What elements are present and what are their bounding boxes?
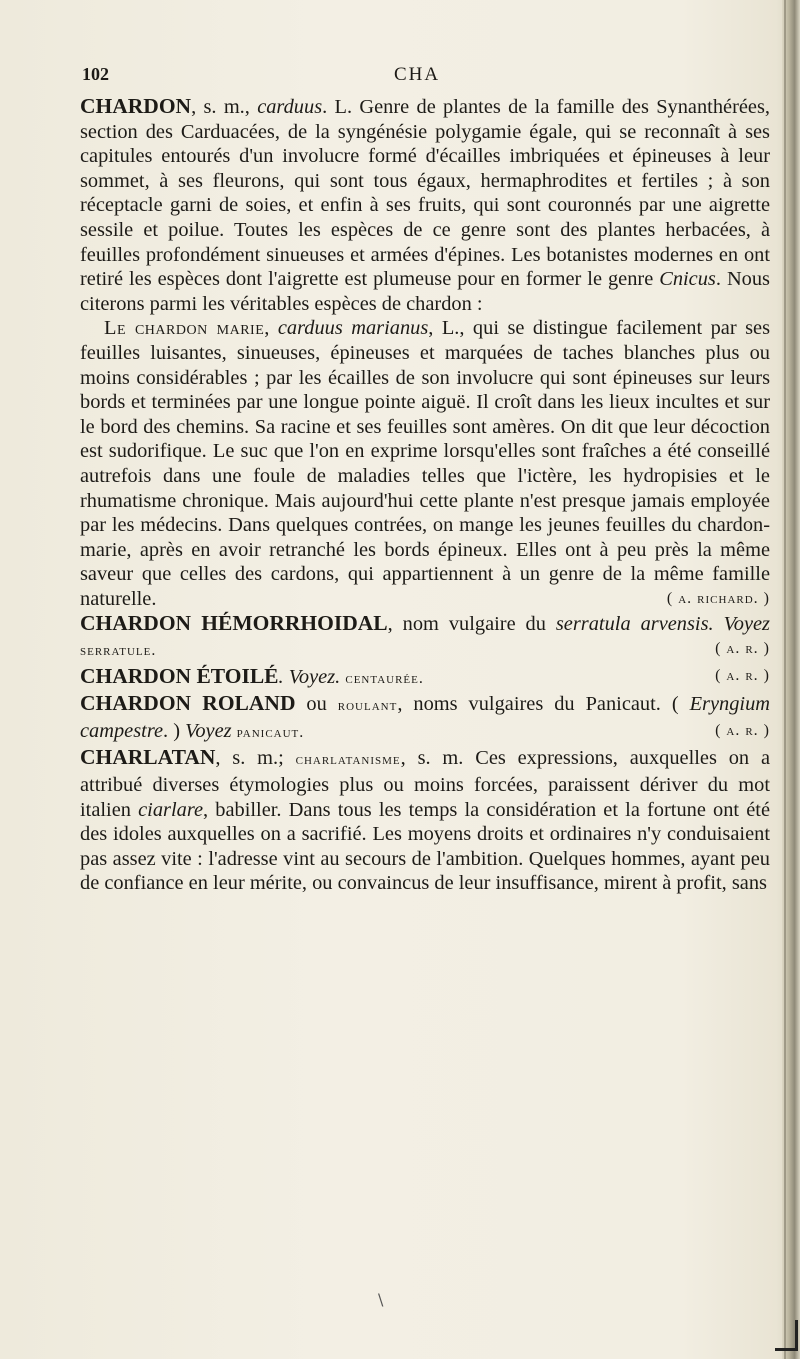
cross-reference: centaurée. (345, 669, 424, 687)
cross-reference: charlatanisme (295, 751, 401, 769)
author-citation: ( a. r. ) (715, 640, 770, 658)
subentry-lead: Le chardon marie (104, 317, 265, 340)
headword: CHARDON HÉMORRHOIDAL (80, 611, 388, 636)
entry-chardon: CHARDON, s. m., carduus. L. Genre de plantes de la famille des Synanthérées, section des Carduacées, de la syngénésie polygamie égale, qui se reconnaît à ses capitules entourés d'un involucre formé d'écailles imbriquées et épineuses à leur sommet, à ses fleurons, qui sont tous égaux, hermaphrodites et fertiles ; à son réceptacle garni de soies, et enfin à ses fruits, qui sont couronnés par une aigrette sessile et poilue. Toutes les espèces de ce genre sont des plantes herbacées, à feuilles profondément sinueuses et armées d'épines. Les botanistes modernes en ont retiré les espèces dont l'aigrette est plumeuse pour en former le genre Cnicus. Nous citerons parmi les véritables espèces de chardon : (80, 94, 771, 315)
corner-bracket-mark (775, 1320, 798, 1351)
latin-name: carduus (257, 96, 323, 118)
latin-name: Eryngium campestre (80, 693, 770, 742)
entry-hemorrhoidal: CHARDON HÉMORRHOIDAL, nom vulgaire du serratula arvensis. Voyez serratule. ( a. r. ) (80, 611, 770, 663)
entry-charlatan: CHARLATAN, s. m.; charlatanisme, s. m. Ces expressions, auxquelles on a attribué diverses étymologies plus ou moins forcées, paraissent dériver du mot italien ciarlare, babiller. Dans tous les temps la considération et la fortune ont été des idoles auxquelles on a sacrifié. Les moyens droits et ordinaires n'y conduisaient pas assez vite : l'adresse vint au secours de l'ambition. Quelques hommes, ayant peu de confiance en leur mérite, ou convaincus de leur insuffisance, mirent à profit, sans (80, 745, 770, 895)
cross-reference: serratule. (80, 642, 157, 660)
page-header (82, 64, 702, 94)
entry-etoile: CHARDON ÉTOILÉ. Voyez. centaurée. ( a. r. ) (80, 663, 770, 688)
headword: CHARDON (80, 94, 192, 118)
cross-reference: panicaut. (236, 723, 305, 741)
italian-word: ciarlare (138, 798, 204, 821)
running-head: CHA (394, 64, 441, 85)
author-citation: ( a. r. ) (715, 666, 770, 684)
headword: CHARDON ROLAND (80, 691, 296, 716)
cross-reference: roulant (337, 697, 398, 715)
author-citation: ( a. richard. ) (666, 589, 770, 607)
latin-name: serratula arvensis (555, 613, 709, 636)
headword: CHARDON ÉTOILÉ (80, 663, 279, 688)
stray-ink-mark: \ (378, 1290, 384, 1309)
entry-chardon-marie: Le chardon marie, carduus marianus, L., qui se distingue facilement par ses feuilles luisantes, sinueuses, épineuses et marquées de taches blanches plus ou moins considérables ; par les écailles de son involucre qui sont épineuses sur leurs bords et terminées par une longue pointe aiguë. Il croît dans les lieux incultes et sur le bord des chemins. Sa racine et ses feuilles sont amères. On dit que leur décoction est sudorifique. Le suc que l'on en exprime lorsqu'elles sont fraîches a été conseillé autrefois dans une foule de maladies telles que l'ictère, les hydropisies et le rhumatisme chronique. Mais aujourd'hui cette plante n'est presque jamais employée par les médecins. Dans quelques contrées, on mange les jeunes feuilles du chardon-marie, après en avoir retranché les bords épineux. Elles ont à peu près la même saveur que celles des cardons, qui appartiennent à un genre de la même famille naturelle. ( a. richard. ) (80, 317, 771, 610)
author-citation: ( a. r. ) (715, 721, 770, 739)
page-number: 102 (82, 64, 109, 84)
latin-name: carduus marianus (277, 317, 429, 340)
dictionary-text (80, 94, 770, 896)
latin-name: Cnicus (659, 268, 716, 291)
entry-roland: CHARDON ROLAND ou roulant, noms vulgaires du Panicaut. ( Eryngium campestre. ) Voyez panicaut. ( a. r. ) (80, 691, 770, 742)
headword: CHARLATAN (80, 745, 216, 770)
binding-line (784, 0, 786, 1359)
